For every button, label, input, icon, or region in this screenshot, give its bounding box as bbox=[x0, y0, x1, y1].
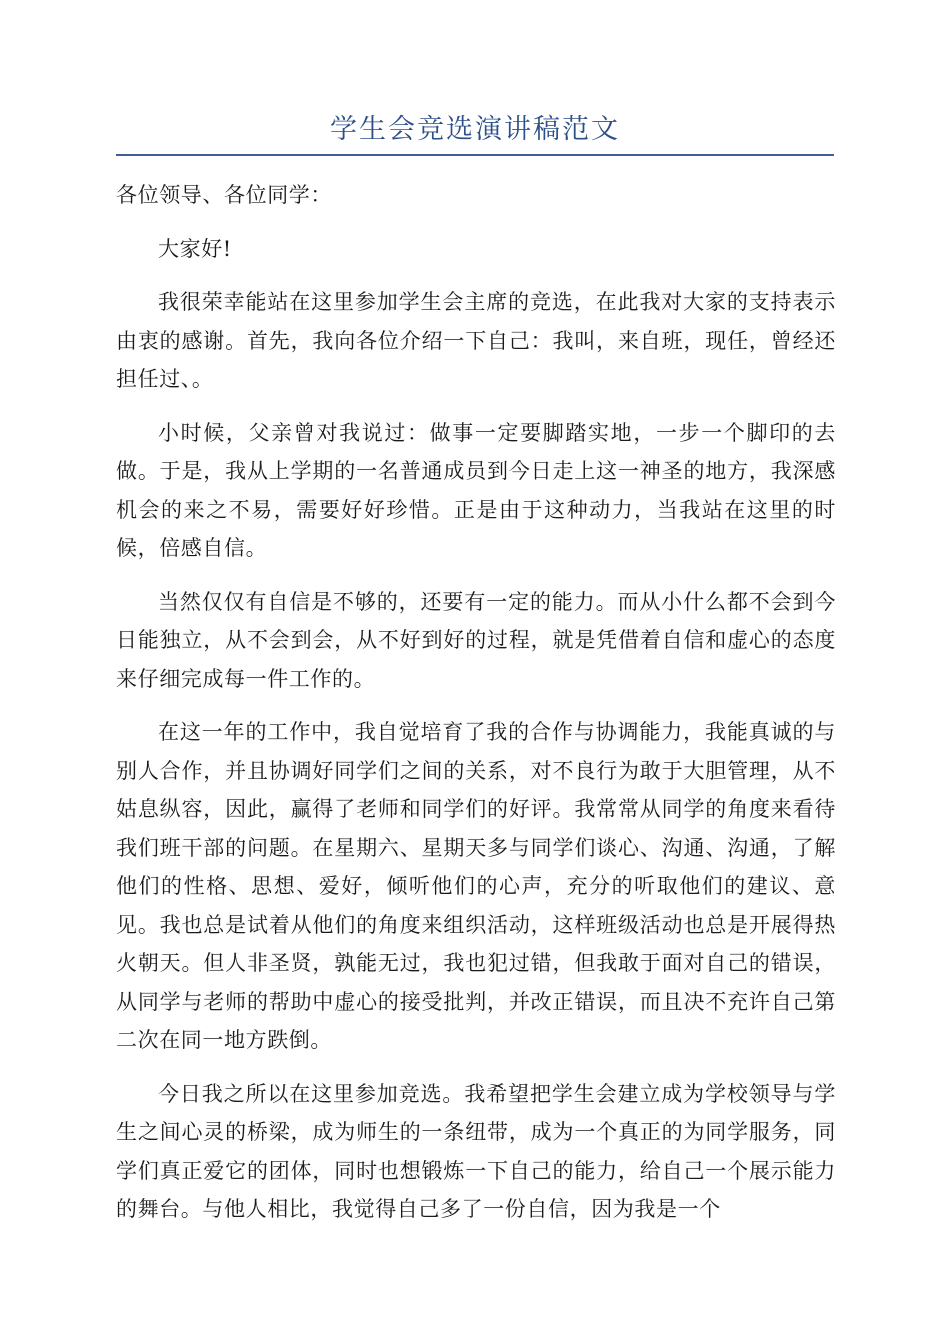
paragraph-ability: 当然仅仅有自信是不够的，还要有一定的能力。而从小什么都不会到今日能独立，从不会到会，从不好到好的过程，就是凭借着自信和虚心的态度来仔细完成每一件工作的。 bbox=[116, 589, 836, 691]
paragraph-goals: 今日我之所以在这里参加竞选。我希望把学生会建立成为学校领导与学生之间心灵的桥梁，成为师生的一条纽带，成为一个真正的为同学服务，同学们真正爱它的团体，同时也想锻炼一下自己的能力，给自己一个展示能力的舞台。与他人相比，我觉得自己多了一份自信，因为我是一个 bbox=[116, 1081, 836, 1221]
title-underline bbox=[116, 154, 834, 156]
paragraph-work-experience: 在这一年的工作中，我自觉培育了我的合作与协调能力，我能真诚的与别人合作，并且协调好同学们之间的关系，对不良行为敢于大胆管理，从不姑息纵容，因此，赢得了老师和同学们的好评。我常常从同学的角度来看待我们班干部的问题。在星期六、星期天多与同学们谈心、沟通、沟通，了解他们的性格、思想、爱好，倾听他们的心声，充分的听取他们的建议、意见。我也总是试着从他们的角度来组织活动，这样班级活动也总是开展得热火朝天。但人非圣贤，孰能无过，我也犯过错，但我敢于面对自己的错误，从同学与老师的帮助中虚心的接受批判，并改正错误，而且决不充许自己第二次在同一地方跌倒。 bbox=[116, 720, 836, 1052]
document-title: 学生会竞选演讲稿范文 bbox=[330, 114, 620, 145]
paragraph-introduction: 我很荣幸能站在这里参加学生会主席的竞选，在此我对大家的支持表示由衷的感谢。首先，我向各位介绍一下自己：我叫，来自班，现任，曾经还担任过、。 bbox=[116, 290, 836, 391]
paragraph-greeting: 大家好! bbox=[158, 236, 232, 261]
document-body bbox=[116, 176, 836, 1244]
salutation: 各位领导、各位同学： bbox=[116, 183, 332, 207]
paragraph-childhood: 小时候，父亲曾对我说过：做事一定要脚踏实地，一步一个脚印的去做。于是，我从上学期的一名普通成员到今日走上这一神圣的地方，我深感机会的来之不易，需要好好珍惜。正是由于这种动力，当我站在这里的时候，倍感自信。 bbox=[116, 420, 836, 560]
